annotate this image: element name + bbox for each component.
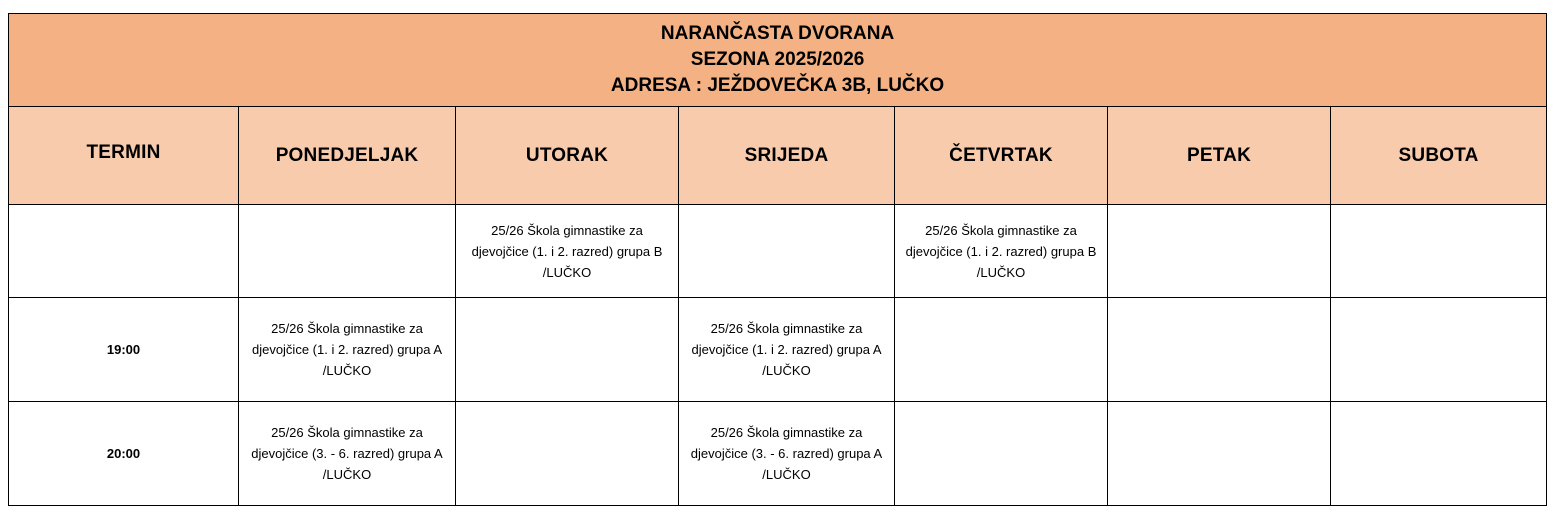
season-label: SEZONA 2025/2026 [690,49,865,70]
slot-cell [1108,402,1331,506]
address-label: ADRESA : JEŽDOVEČKA 3B, LUČKO [610,75,945,96]
slot-cell [679,298,895,402]
slot-text: 25/26 Škola gimnastike za djevojčice (1. i 2. razred) grupa A /LUČKO [691,321,882,378]
slot-cell [1331,298,1547,402]
slot-cell [456,298,679,402]
slot-text: 25/26 Škola gimnastike za djevojčice (3. - 6. razred) grupa A /LUČKO [251,425,443,482]
header-saturday: SUBOTA [1331,107,1547,205]
header-friday: PETAK [1108,107,1331,205]
time-cell: 19:00 [9,298,239,402]
schedule-table [8,13,1547,506]
slot-text: 25/26 Škola gimnastike za djevojčice (1. i 2. razred) grupa B /LUČKO [905,222,1097,280]
table-row [9,402,1547,506]
slot-cell [679,205,895,298]
slot-cell [1331,402,1547,506]
slot-cell [895,402,1108,506]
table-row [9,298,1547,402]
table-row [9,205,1547,298]
slot-cell [239,298,456,402]
slot-text: 25/26 Škola gimnastike za djevojčice (3. - 6. razred) grupa A /LUČKO [690,425,883,482]
slot-cell [239,205,456,298]
slot-text: 25/26 Škola gimnastike za djevojčice (1. i 2. razred) grupa A /LUČKO [251,321,443,378]
slot-cell [1331,205,1547,298]
time-cell [9,205,239,298]
slot-cell [456,402,679,506]
slot-cell [679,402,895,506]
header-termin: TERMIN [9,107,239,205]
header-wednesday: SRIJEDA [679,107,895,205]
slot-cell [895,298,1108,402]
title-banner [9,14,1547,107]
slot-cell [456,205,679,298]
header-tuesday: UTORAK [456,107,679,205]
header-monday: PONEDJELJAK [239,107,456,205]
slot-cell [239,402,456,506]
time-cell: 20:00 [9,402,239,506]
header-row [9,107,1547,205]
hall-name: NARANČASTA DVORANA [660,23,895,44]
slot-cell [895,205,1108,298]
slot-cell [1108,298,1331,402]
slot-text: 25/26 Škola gimnastike za djevojčice (1. i 2. razred) grupa B /LUČKO [471,222,663,280]
slot-cell [1108,205,1331,298]
header-thursday: ČETVRTAK [895,107,1108,205]
